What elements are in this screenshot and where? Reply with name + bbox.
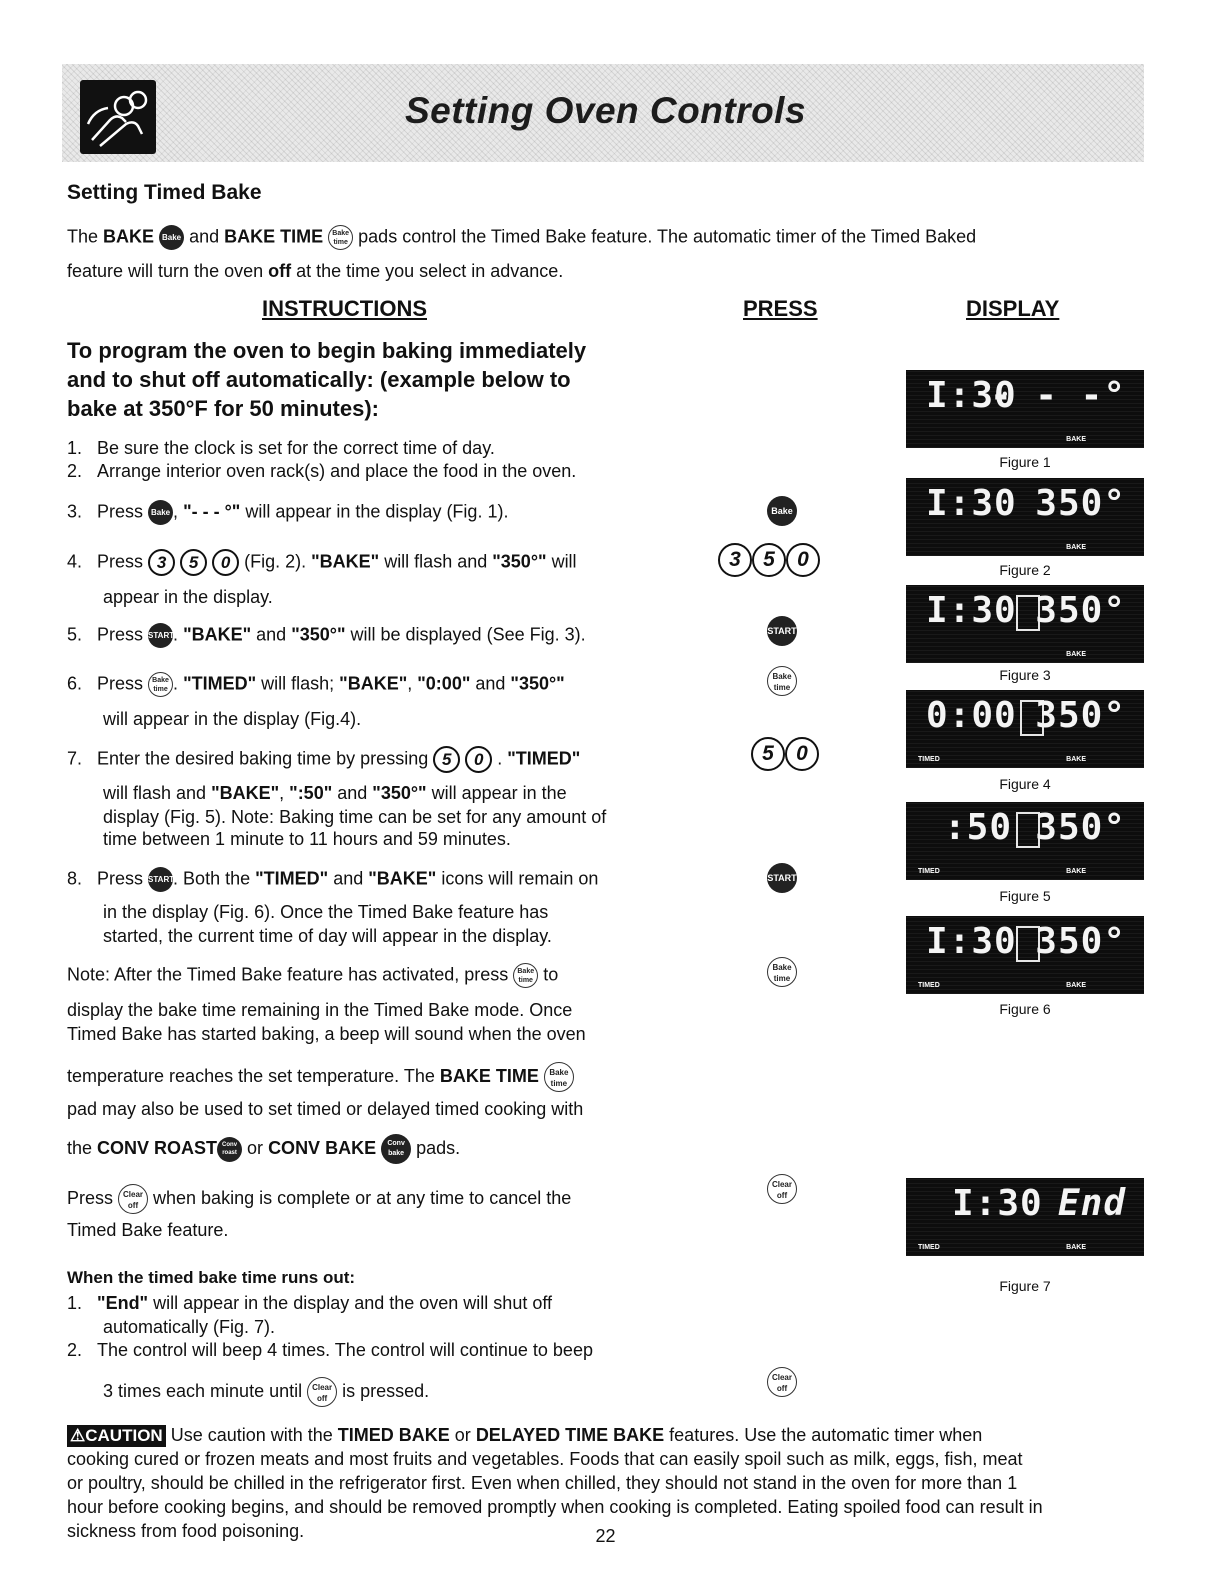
step-7: 7. Enter the desired baking time by pressing 5 0 . "TIMED" bbox=[67, 746, 580, 773]
runs-out-title: When the timed bake time runs out: bbox=[67, 1268, 356, 1287]
digit-5-pad-icon: 5 bbox=[180, 549, 207, 576]
caution-line-4: hour before cooking begins, and should be removed promptly when cooking is completed. Eating spoiled food can result in bbox=[67, 1497, 1043, 1517]
press-clear-off-pad-2 bbox=[767, 1367, 797, 1397]
note-line-3: Timed Bake has started baking, a beep will sound when the oven bbox=[67, 1024, 586, 1044]
display-heading: DISPLAY bbox=[966, 296, 1060, 321]
press-bake-time-pad bbox=[767, 666, 797, 696]
page-title: Setting Oven Controls bbox=[404, 90, 807, 131]
clear-off-pad-icon: Clear off bbox=[118, 1184, 148, 1214]
page-number: 22 bbox=[595, 1526, 616, 1546]
start-pad-icon: START bbox=[767, 616, 797, 646]
figure-6-caption: Figure 6 bbox=[999, 1001, 1051, 1017]
digit-0-pad-icon: 0 bbox=[786, 543, 820, 577]
conv-bake-pad-icon: Conv bake bbox=[381, 1134, 411, 1164]
press-start-pad bbox=[767, 616, 797, 646]
digit-0-pad-icon: 0 bbox=[785, 737, 819, 771]
runs-out-1-line-2: automatically (Fig. 7). bbox=[103, 1317, 276, 1337]
bake-time-pad-icon: Bake time bbox=[767, 666, 797, 696]
note-line-4: temperature reaches the set temperature. The BAKE TIME Bake time bbox=[67, 1062, 574, 1092]
step-4-line-2: appear in the display. bbox=[103, 587, 273, 607]
digit-0-pad-icon: 0 bbox=[465, 746, 492, 773]
digit-3-pad-icon: 3 bbox=[718, 543, 752, 577]
press-clear-off-pad bbox=[767, 1174, 797, 1204]
step-8: 8. Press START. Both the "TIMED" and "BAKE" icons will remain on bbox=[67, 867, 598, 892]
step-8-line-3: started, the current time of day will appear in the display. bbox=[103, 926, 552, 946]
caution-line-5: sickness from food poisoning. bbox=[67, 1521, 305, 1541]
display-figure-2: I:30 350° BAKE bbox=[906, 478, 1144, 556]
step-7-line-2: will flash and "BAKE", ":50" and "350°" will appear in the bbox=[103, 783, 567, 803]
press-bake-time-pad-2 bbox=[767, 957, 797, 987]
step-7-line-4: time between 1 minute to 11 hours and 59 minutes. bbox=[103, 829, 511, 849]
step-2: 2. Arrange interior oven rack(s) and place the food in the oven. bbox=[67, 461, 577, 481]
intro-line-2: feature will turn the oven off at the time you select in advance. bbox=[67, 261, 564, 281]
step-6-line-2: will appear in the display (Fig.4). bbox=[103, 709, 362, 729]
start-pad-icon: START bbox=[148, 623, 173, 648]
runs-out-1: 1. "End" will appear in the display and the oven will shut off bbox=[67, 1293, 553, 1313]
step-3: 3. Press Bake , "- - - °" will appear in the display (Fig. 1). bbox=[67, 500, 508, 525]
bake-time-pad-icon: Bake time bbox=[328, 225, 353, 250]
conv-roast-pad-icon: Conv roast bbox=[217, 1137, 242, 1162]
digit-0-pad-icon: 0 bbox=[212, 549, 239, 576]
instructions-heading: INSTRUCTIONS bbox=[262, 296, 427, 321]
note-line-2: display the bake time remaining in the Timed Bake mode. Once bbox=[67, 1000, 573, 1020]
digit-5-pad-icon: 5 bbox=[752, 543, 786, 577]
figure-1-caption: Figure 1 bbox=[999, 454, 1051, 470]
display-figure-3: I:30 350° BAKE bbox=[906, 585, 1144, 663]
step-6: 6. Press Bake time . "TIMED" will flash; "BAKE", "0:00" and "350°" bbox=[67, 672, 565, 697]
clear-off-pad-icon: Clear off bbox=[767, 1367, 797, 1397]
display-figure-7: I:30 End TIMED BAKE bbox=[906, 1178, 1144, 1256]
cancel-line-2: Timed Bake feature. bbox=[67, 1220, 229, 1240]
figure-7-caption: Figure 7 bbox=[999, 1278, 1051, 1294]
press-digits-50 bbox=[751, 737, 819, 771]
step-5: 5. Press START. "BAKE" and "350°" will be displayed (See Fig. 3). bbox=[67, 623, 586, 648]
bake-time-pad-icon: Bake time bbox=[544, 1062, 574, 1092]
press-heading: PRESS bbox=[743, 296, 818, 321]
section-title: Setting Timed Bake bbox=[67, 181, 262, 204]
bake-pad-icon: Bake bbox=[148, 500, 173, 525]
note-line-6: the CONV ROAST Conv roast or CONV BAKE Conv bake pads. bbox=[67, 1134, 460, 1164]
press-digits-350 bbox=[718, 543, 820, 577]
step-1: 1. Be sure the clock is set for the correct time of day. bbox=[67, 438, 495, 458]
bake-pad-icon: Bake bbox=[159, 225, 184, 250]
clear-off-pad-icon: Clear off bbox=[307, 1377, 337, 1407]
display-figure-5: :50 350° TIMED BAKE bbox=[906, 802, 1144, 880]
display-figure-1: I:30 - - -° BAKE bbox=[906, 370, 1144, 448]
runs-out-2: 2. The control will beep 4 times. The control will continue to beep bbox=[67, 1340, 593, 1360]
display-figure-6: I:30 350° TIMED BAKE bbox=[906, 916, 1144, 994]
press-bake-pad bbox=[767, 496, 797, 526]
display-figure-4: 0:00 350° TIMED BAKE bbox=[906, 690, 1144, 768]
note-line-1: Note: After the Timed Bake feature has activated, press Bake time to bbox=[67, 963, 558, 988]
caution-line-1: ⚠CAUTION Use caution with the TIMED BAKE or DELAYED TIME BAKE features. Use the automatic timer when bbox=[67, 1424, 982, 1447]
bake-pad-icon: Bake bbox=[767, 496, 797, 526]
press-start-pad-2 bbox=[767, 863, 797, 893]
program-title: To program the oven to begin baking immediately and to shut off automatically: (example below to bake at 350°F for 50 minutes): bbox=[67, 338, 587, 421]
digit-5-pad-icon: 5 bbox=[433, 746, 460, 773]
bake-time-pad-icon: Bake time bbox=[513, 963, 538, 988]
start-pad-icon: START bbox=[767, 863, 797, 893]
caution-line-2: cooking cured or frozen meats and most fruits and vegetables. Foods that can easily spoil such as milk, eggs, fish, meat bbox=[67, 1449, 1023, 1469]
figure-5-caption: Figure 5 bbox=[999, 888, 1051, 904]
step-4: 4. Press 3 5 0 (Fig. 2). "BAKE" will flash and "350°" will bbox=[67, 549, 577, 576]
runs-out-2-line-2: 3 times each minute until Clear off is pressed. bbox=[103, 1377, 429, 1407]
figure-3-caption: Figure 3 bbox=[999, 667, 1051, 683]
intro-line-1: The BAKE Bake and BAKE TIME Bake time pads control the Timed Bake feature. The automatic timer of the Timed Baked bbox=[67, 225, 976, 250]
caution-line-3: or poultry, should be chilled in the refrigerator first. Even when chilled, they should not stand in the oven for more than 1 bbox=[67, 1473, 1018, 1493]
digit-3-pad-icon: 3 bbox=[148, 549, 175, 576]
bake-time-pad-icon: Bake time bbox=[148, 672, 173, 697]
clear-off-pad-icon: Clear off bbox=[767, 1174, 797, 1204]
bake-time-pad-icon: Bake time bbox=[767, 957, 797, 987]
step-7-line-3: display (Fig. 5). Note: Baking time can be set for any amount of bbox=[103, 807, 607, 827]
start-pad-icon: START bbox=[148, 867, 173, 892]
figure-2-caption: Figure 2 bbox=[999, 562, 1051, 578]
cancel-line-1: Press Clear off when baking is complete or at any time to cancel the bbox=[67, 1184, 571, 1214]
caution-badge: ⚠CAUTION bbox=[67, 1425, 166, 1447]
note-line-5: pad may also be used to set timed or delayed timed cooking with bbox=[67, 1099, 584, 1119]
step-8-line-2: in the display (Fig. 6). Once the Timed Bake feature has bbox=[103, 902, 549, 922]
figure-4-caption: Figure 4 bbox=[999, 776, 1051, 792]
digit-5-pad-icon: 5 bbox=[751, 737, 785, 771]
